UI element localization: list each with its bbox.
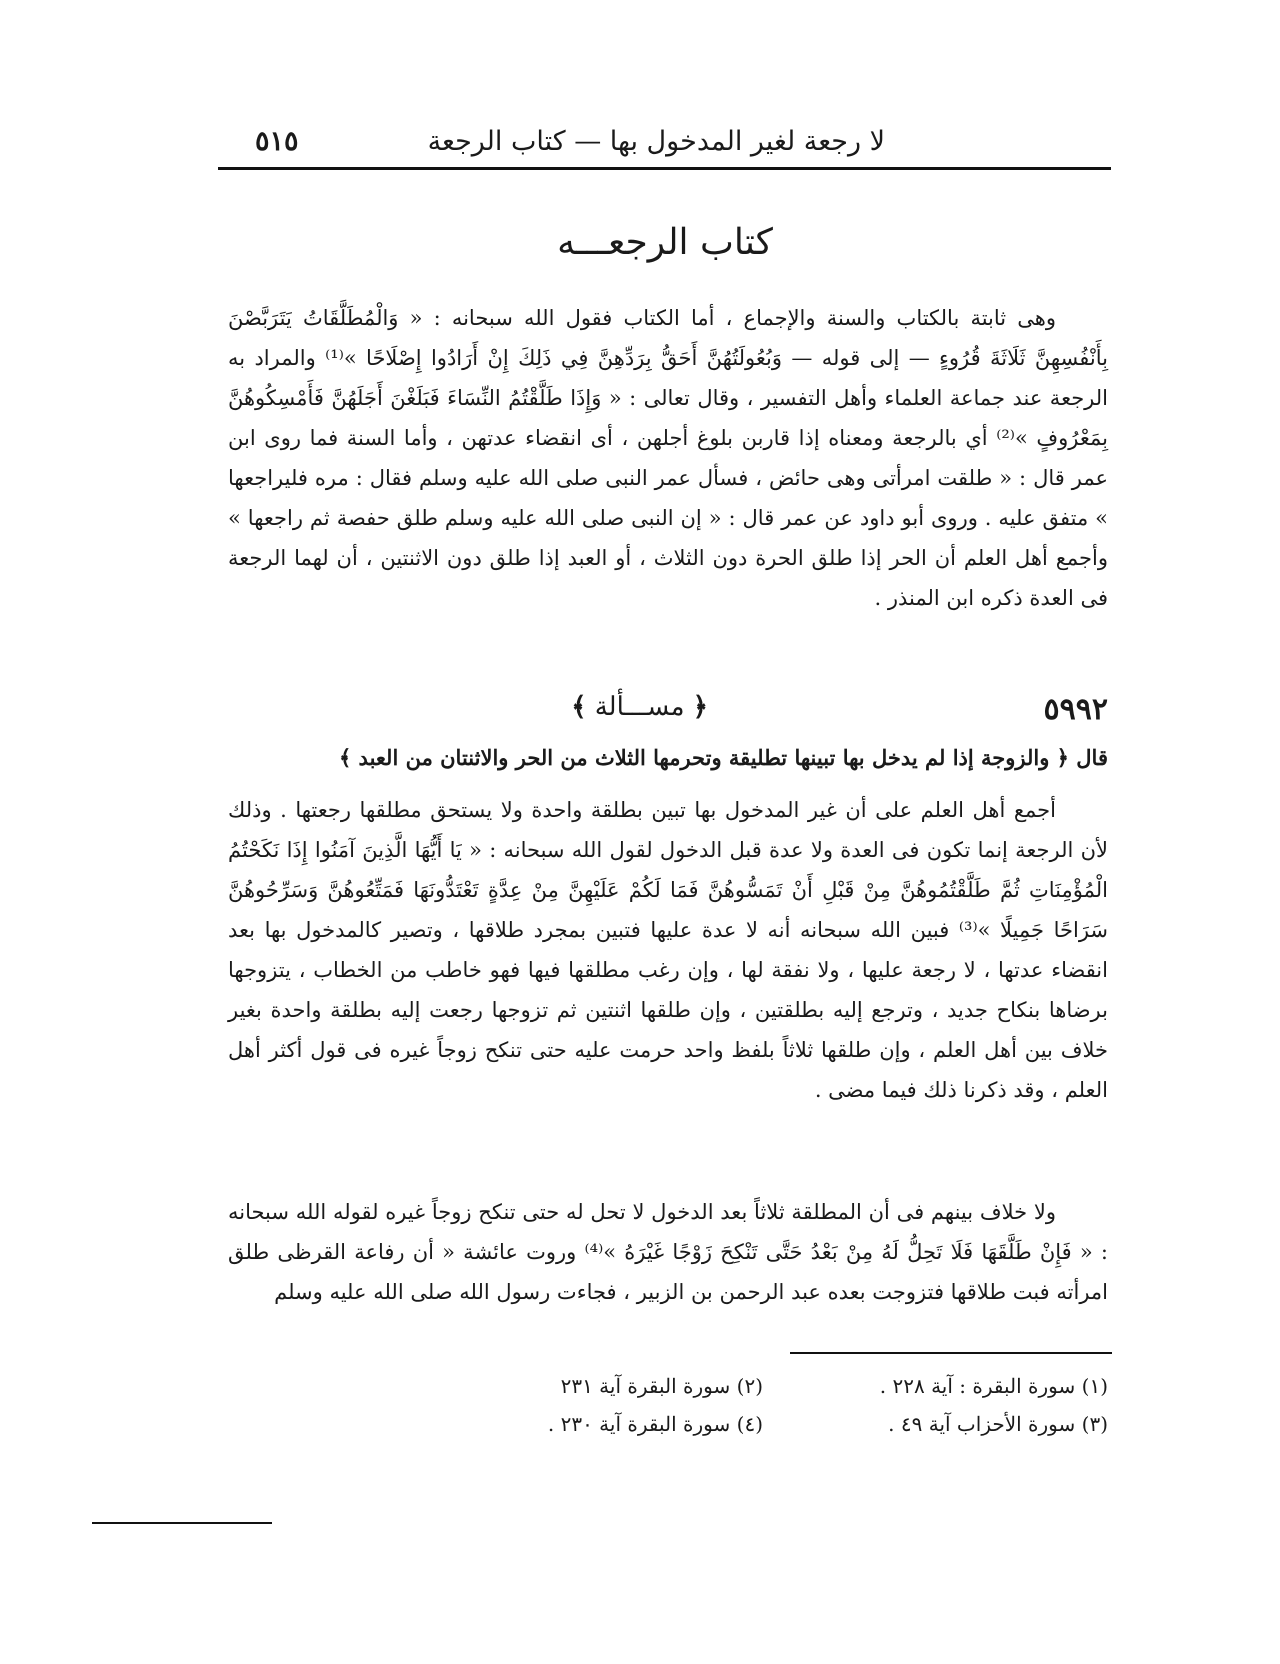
intro-section — [228, 298, 1108, 618]
ornament-close-bracket: ﴾ — [571, 692, 587, 722]
issue-label: مســـألة — [594, 692, 685, 722]
footnote-1: (١) سورة البقرة : آية ٢٢٨ . — [879, 1374, 1108, 1398]
bottom-rule — [92, 1522, 272, 1524]
running-head-title: لا رجعة لغير المدخول بها — كتاب الرجعة — [427, 126, 885, 157]
second-section — [228, 1192, 1108, 1312]
running-head — [225, 118, 1105, 168]
issue-heading-row — [228, 692, 1108, 734]
second-paragraph: ولا خلاف بينهم فى أن المطلقة ثلاثاً بعد الدخول لا تحل له حتى تنكح زوجاً غيره لقوله الله سبحانه : « فَإِنْ طَلَّقَهَا فَلَا تَحِلُّ لَهُ مِنْ بَعْدُ حَتَّى تَنْكِحَ زَوْجًا غَيْرَهُ »⁽⁴⁾ وروت عائشة « أن رفاعة القرظى طلق امرأته فبت طلاقها فتزوجت بعده عبد الرحمن بن الزبير ، فجاءت رسول الله صلى الله عليه وسلم — [228, 1200, 1108, 1304]
issue-heading — [571, 692, 708, 722]
chapter-title: كتاب الرجعـــه — [557, 222, 773, 263]
matn-statement: قال ﴿ والزوجة إذا لم يدخل بها تبينها تطليقة وتحرمها الثلاث من الحر والاثنتان من العبد ﴾ — [338, 745, 1108, 770]
header-rule — [218, 167, 1111, 170]
footnote-3: (٣) سورة الأحزاب آية ٤٩ . — [888, 1412, 1108, 1436]
commentary-paragraph: أجمع أهل العلم على أن غير المدخول بها تبين بطلقة واحدة ولا يستحق مطلقها رجعتها . وذلك لأن الرجعة إنما تكون فى العدة ولا عدة قبل الدخول لقول الله سبحانه : « يَا أَيُّهَا الَّذِينَ آمَنُوا إِذَا نَكَحْتُمُ الْمُؤْمِنَاتِ ثُمَّ طَلَّقْتُمُوهُنَّ مِنْ قَبْلِ أَنْ تَمَسُّوهُنَّ فَمَا لَكُمْ عَلَيْهِنَّ مِنْ عِدَّةٍ تَعْتَدُّونَهَا فَمَتِّعُوهُنَّ وَسَرِّحُوهُنَّ سَرَاحًا جَمِيلًا »⁽³⁾ فبين الله سبحانه أنه لا عدة عليها فتبين بمجرد طلاقها ، وتصير كالمدخول بها بعد انقضاء عدتها ، لا رجعة عليها ، ولا نفقة لها ، وإن رغب مطلقها فيها فهو خاطب من الخطاب ، يتزوجها برضاها بنكاح جديد ، وترجع إليه بطلقتين ، وإن طلقها اثنتين ثم تزوجها رجعت إليه بطلقة واحدة بغير خلاف بين أهل العلم ، وإن طلقها ثلاثاً بلفظ واحد حرمت عليه حتى تنكح زوجاً غيره فى قول أكثر أهل العلم ، وقد ذكرنا ذلك فيما مضى . — [228, 798, 1109, 1102]
footnote-2: (٢) سورة البقرة آية ٢٣١ — [560, 1374, 763, 1398]
issue-number: ٥٩٩٢ — [1043, 692, 1108, 727]
ornament-open-bracket: ﴿ — [692, 692, 708, 722]
footnotes — [228, 1374, 1108, 1450]
intro-paragraph: وهى ثابتة بالكتاب والسنة والإجماع ، أما الكتاب فقول الله سبحانه : « وَالْمُطَلَّقَاتُ يَتَرَبَّصْنَ بِأَنْفُسِهِنَّ ثَلَاثَةَ قُرُوءٍ — إلى قوله — وَبُعُولَتُهُنَّ أَحَقُّ بِرَدِّهِنَّ فِي ذَلِكَ إِنْ أَرَادُوا إِصْلَاحًا »⁽¹⁾ والمراد به الرجعة عند جماعة العلماء وأهل التفسير ، وقال تعالى : « وَإِذَا طَلَّقْتُمُ النِّسَاءَ فَبَلَغْنَ أَجَلَهُنَّ فَأَمْسِكُوهُنَّ بِمَعْرُوفٍ »⁽²⁾ أي بالرجعة ومعناه إذا قاربن بلوغ أجلهن ، أى انقضاء عدتهن ، وأما السنة فما روى ابن عمر قال : « طلقت امرأتى وهى حائض ، فسأل عمر النبى صلى الله عليه وسلم فقال : مره فليراجعها » متفق عليه . وروى أبو داود عن عمر قال : « إن النبى صلى الله عليه وسلم طلق حفصة ثم راجعها » وأجمع أهل العلم أن الحر إذا طلق الحرة دون الثلاث ، أو العبد إذا طلق دون الاثنتين ، أن لهما الرجعة فى العدة ذكره ابن المنذر . — [228, 306, 1109, 610]
commentary-section — [228, 790, 1108, 1110]
footnote-rule — [790, 1352, 1112, 1354]
footnote-row — [228, 1374, 1108, 1412]
page-number: ٥١٥ — [255, 126, 299, 157]
footnote-row — [228, 1412, 1108, 1450]
footnote-4: (٤) سورة البقرة آية ٢٣٠ . — [547, 1412, 763, 1436]
